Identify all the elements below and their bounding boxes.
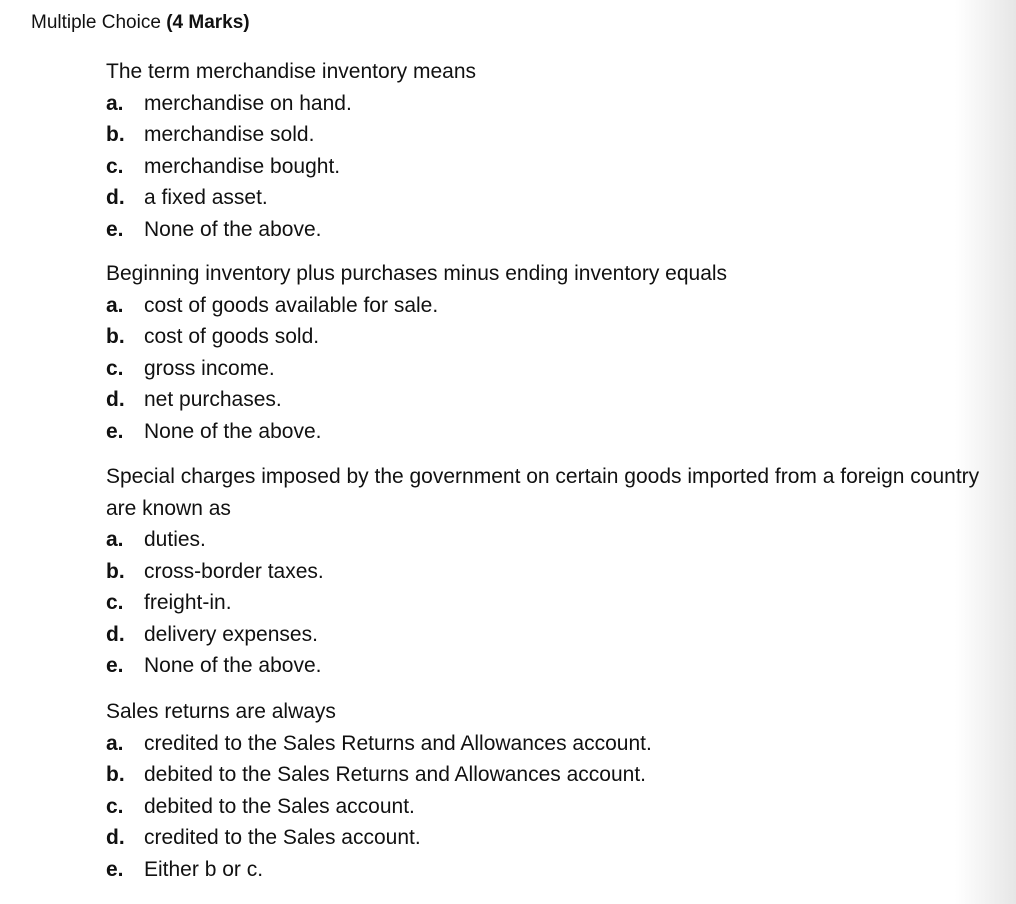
option-letter: b. [106, 763, 125, 786]
option-text: merchandise sold. [144, 123, 315, 146]
option-a [106, 728, 996, 760]
option-d [106, 822, 996, 854]
option-text: cost of goods available for sale. [144, 293, 439, 317]
option-text: debited to the Sales account. [144, 794, 415, 818]
option-text: cross-border taxes. [144, 559, 324, 583]
option-c [106, 587, 996, 619]
option-letter: d. [106, 186, 125, 209]
option-e [106, 650, 996, 682]
option-text: gross income. [144, 356, 275, 380]
option-text: None of the above. [144, 654, 322, 677]
option-letter: c. [106, 154, 124, 178]
question-stem: Sales returns are always [106, 700, 336, 723]
option-d [106, 384, 996, 416]
option-letter: c. [106, 356, 124, 380]
option-a [106, 524, 996, 556]
option-text: None of the above. [144, 419, 322, 443]
option-text: duties. [144, 528, 206, 551]
option-text: Either b or c. [144, 857, 264, 881]
option-letter: d. [106, 622, 125, 646]
option-letter: a. [106, 91, 124, 115]
option-letter: e. [106, 217, 124, 241]
option-letter: a. [106, 731, 124, 755]
option-list [106, 728, 996, 886]
option-e [106, 854, 996, 886]
question-stem: The term merchandise inventory means [106, 60, 476, 83]
option-list [106, 290, 996, 448]
option-letter: b. [106, 325, 125, 348]
option-letter: e. [106, 654, 124, 677]
heading-marks: (4 Marks) [166, 12, 250, 33]
option-text: cost of goods sold. [144, 325, 320, 348]
option-c [106, 353, 996, 385]
option-letter: c. [106, 591, 124, 614]
option-list [106, 88, 996, 246]
option-text: credited to the Sales Returns and Allowances account. [144, 731, 652, 755]
option-b [106, 119, 996, 151]
question-2 [106, 258, 996, 447]
option-letter: a. [106, 293, 124, 317]
option-text: debited to the Sales Returns and Allowances account. [144, 763, 646, 786]
option-b [106, 556, 996, 588]
option-c [106, 151, 996, 183]
option-letter: e. [106, 419, 124, 443]
option-a [106, 88, 996, 120]
option-d [106, 619, 996, 651]
question-stem: Special charges imposed by the government on certain goods imported from a foreign country are known as [106, 465, 980, 520]
option-text: freight-in. [144, 591, 232, 614]
question-3 [106, 461, 996, 682]
option-e [106, 214, 996, 246]
option-text: net purchases. [144, 388, 282, 411]
option-letter: b. [106, 559, 125, 583]
option-letter: e. [106, 857, 124, 881]
option-letter: d. [106, 826, 125, 849]
option-letter: d. [106, 388, 125, 411]
option-b [106, 321, 996, 353]
option-text: delivery expenses. [144, 622, 318, 646]
option-text: a fixed asset. [144, 186, 268, 209]
option-text: merchandise on hand. [144, 91, 352, 115]
option-c [106, 791, 996, 823]
option-text: None of the above. [144, 217, 322, 241]
question-4 [106, 696, 996, 885]
option-letter: b. [106, 123, 125, 146]
section-heading [31, 10, 250, 36]
heading-title: Multiple Choice [31, 12, 161, 33]
option-b [106, 759, 996, 791]
option-letter: c. [106, 794, 124, 818]
option-text: credited to the Sales account. [144, 826, 421, 849]
question-stem: Beginning inventory plus purchases minus ending inventory equals [106, 262, 728, 285]
option-a [106, 290, 996, 322]
option-text: merchandise bought. [144, 154, 341, 178]
option-letter: a. [106, 528, 124, 551]
option-list [106, 524, 996, 682]
option-e [106, 416, 996, 448]
option-d [106, 182, 996, 214]
question-1 [106, 56, 996, 245]
